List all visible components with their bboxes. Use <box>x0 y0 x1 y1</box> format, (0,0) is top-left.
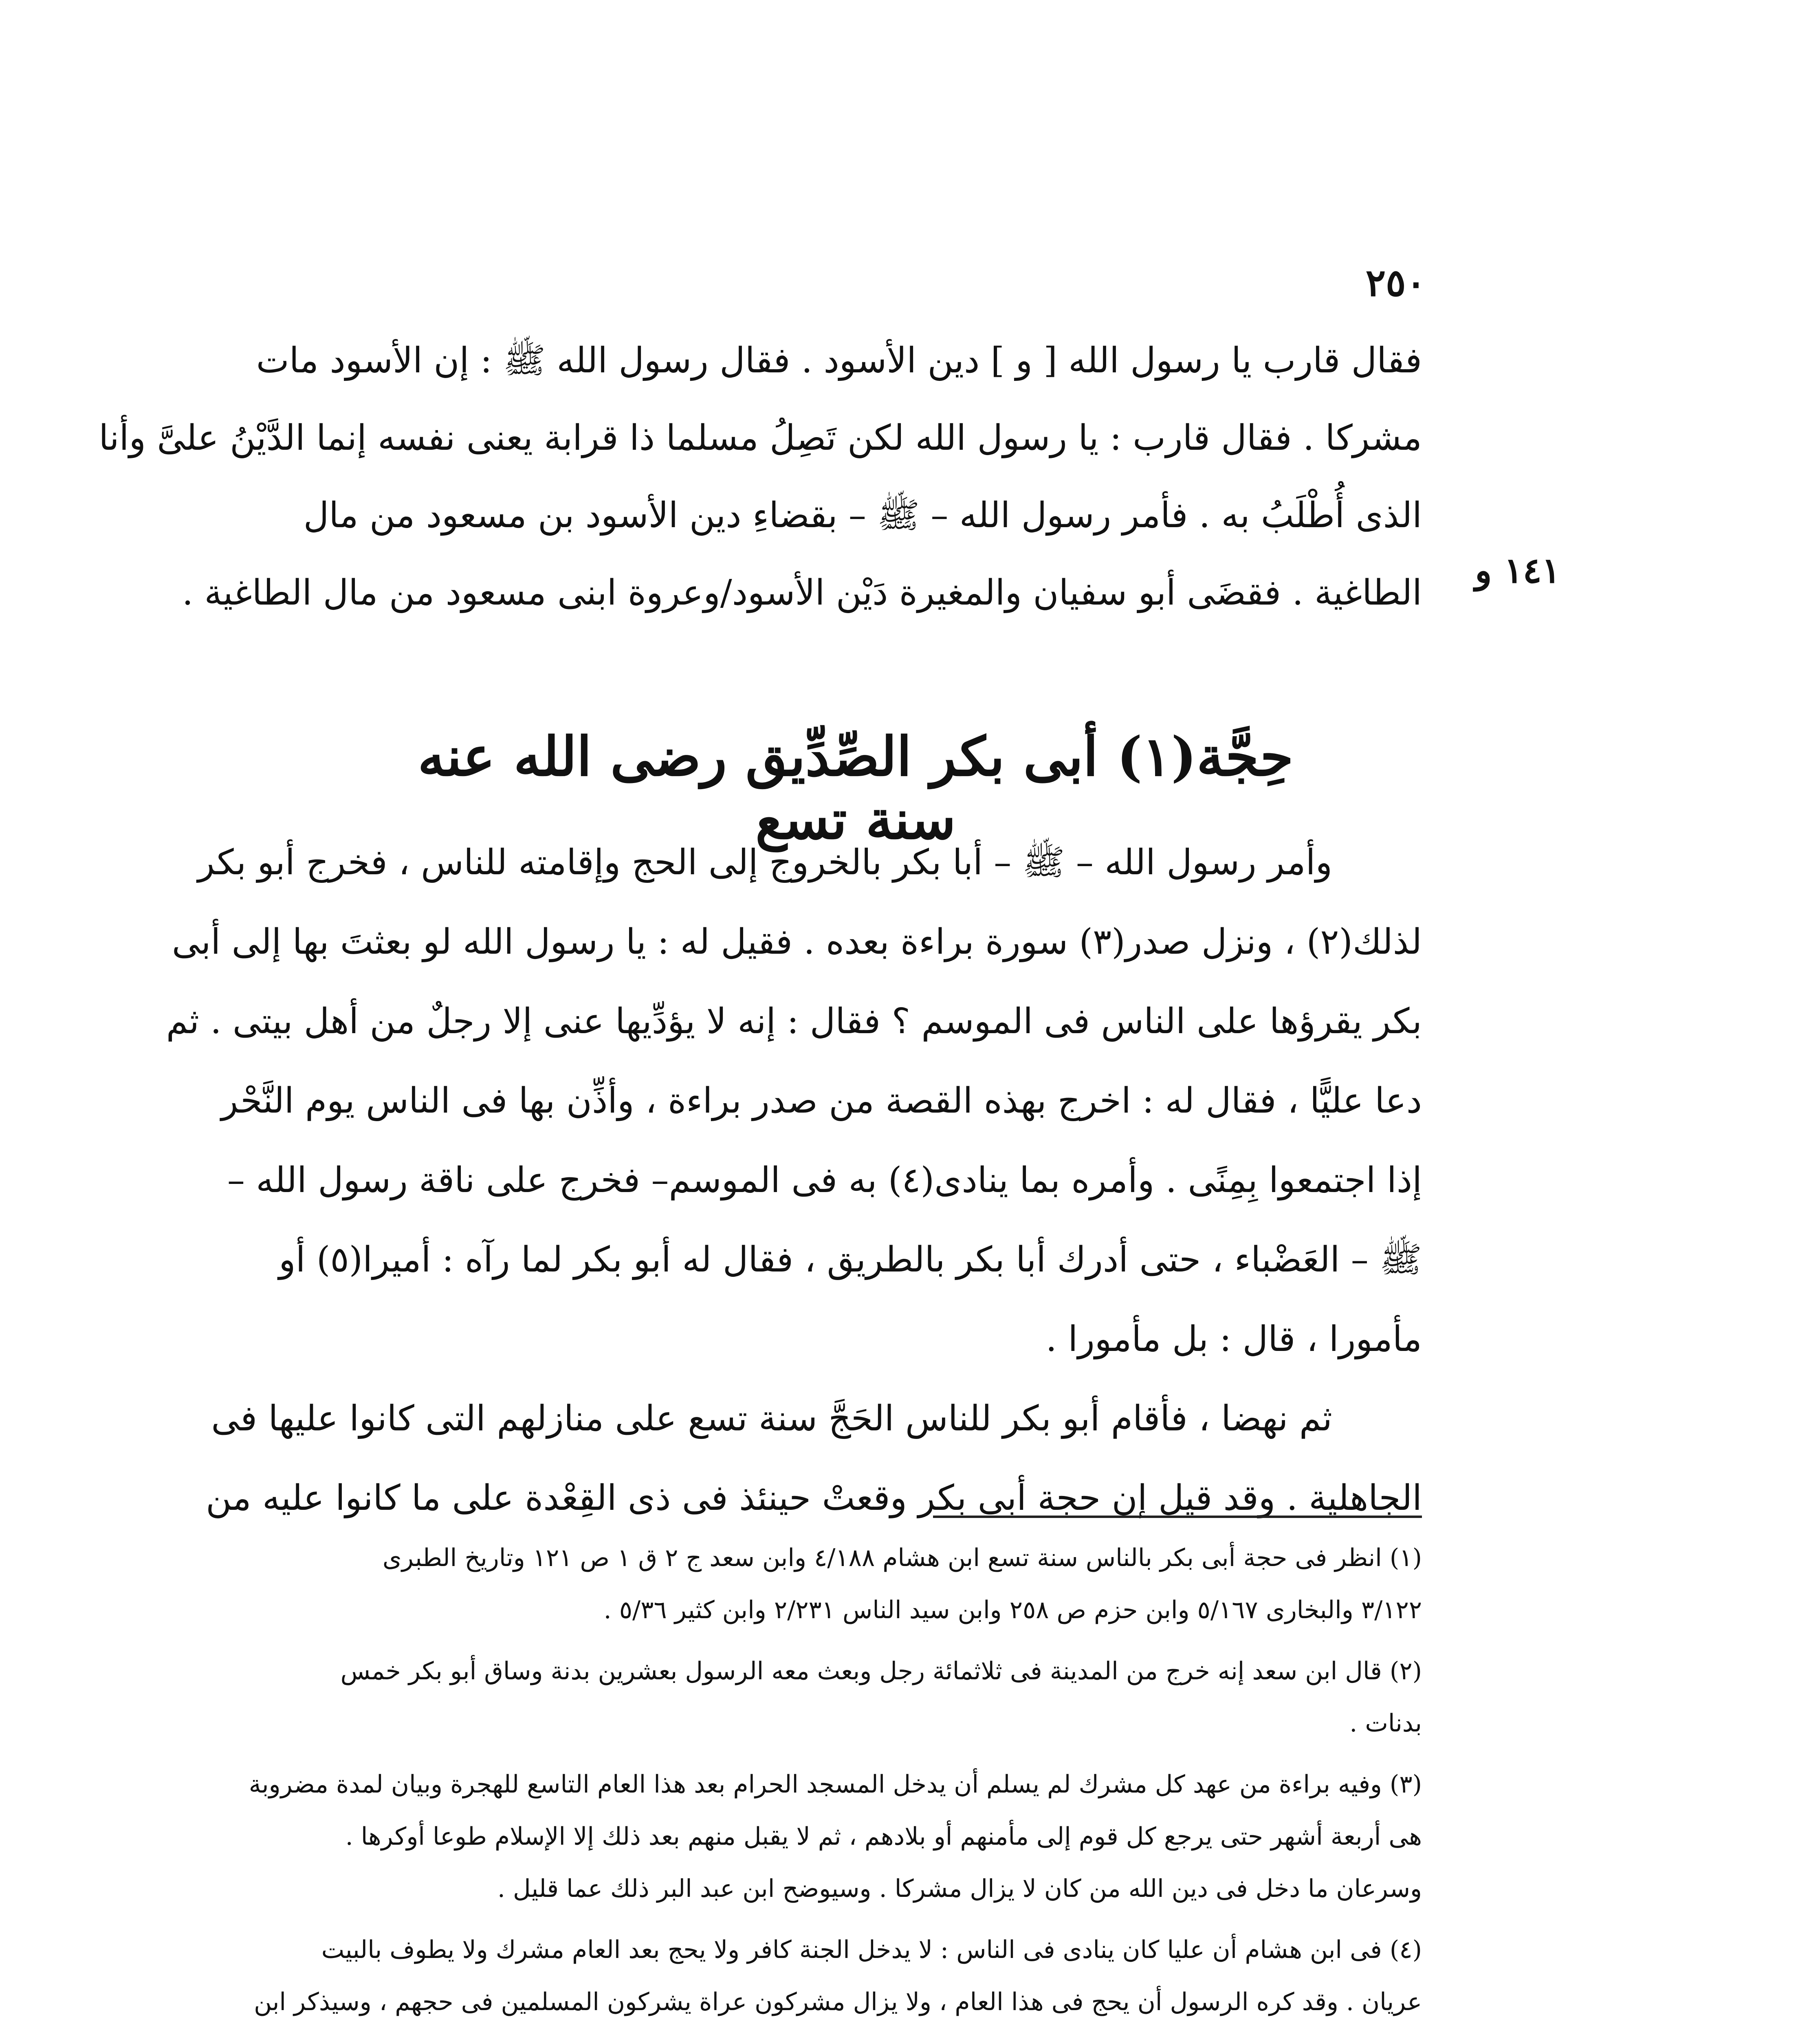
text-line: الطاغية . فقضَى أبو سفيان والمغيرة دَيْن الأسود/وعروة ابنى مسعود من مال الطاغية . <box>182 572 1422 613</box>
footnote-2 <box>269 1645 1422 1749</box>
body-paragraph <box>206 1379 1422 1538</box>
footnote-line <box>269 2028 1422 2037</box>
footnote-3 <box>249 1758 1422 1915</box>
text-line: الجاهلية . وقد قيل إن حجة أبى بكر وقعتْ حينئذ فى ذى القِعْدة على ما كانوا عليه من <box>206 1478 1422 1518</box>
footnote-line: عريان . وقد كره الرسول أن يحج فى هذا العام ، ولا يزال مشركون عراة يشركون المسلمين فى حجهم ، وسيذكر ابن <box>254 1988 1422 2016</box>
body-text <box>166 823 1422 1538</box>
footnote-separator <box>933 1516 1422 1518</box>
text-line: ﷺ – العَضْباء ، حتى أدرك أبا بكر بالطريق ، فقال له أبو بكر لما رآه : أميرا(٥) أو <box>279 1239 1422 1280</box>
footnote-line: (٤) فى ابن هشام أن عليا كان ينادى فى الناس : لا يدخل الجنة كافر ولا يحج بعد العام مشرك ولا يطوف بالبيت <box>321 1936 1422 1964</box>
text-line: بكر يقرؤها على الناس فى الموسم ؟ فقال : إنه لا يؤدِّيها عنى إلا رجلٌ من أهل بيتى . ثم <box>166 1001 1422 1042</box>
text-line: ثم نهضا ، فأقام أبو بكر للناس الحَجَّ سنة تسع على منازلهم التى كانوا عليها فى <box>211 1398 1332 1439</box>
footnote-line: وسرعان ما دخل فى دين الله من كان لا يزال مشركا . وسيوضح ابن عبد البر ذلك عما قليل . <box>497 1874 1422 1903</box>
text-line: وأمر رسول الله – ﷺ – أبا بكر بالخروج إلى الحج وإقامته للناس ، فخرج أبو بكر <box>198 842 1332 883</box>
text-line: فقال قارب يا رسول الله [ و ] دين الأسود . فقال رسول الله ﷺ : إن الأسود مات <box>256 340 1422 381</box>
footnote-4 <box>254 1924 1422 2037</box>
text-line: دعا عليًّا ، فقال له : اخرج بهذه القصة من صدر براءة ، وأذِّن بها فى الناس يوم النَّحْر <box>221 1080 1422 1121</box>
text-line: إذا اجتمعوا بِمِنًى . وأمره بما ينادى(٤) به فى الموسم– فخرج على ناقة رسول الله – <box>227 1160 1422 1201</box>
body-paragraph <box>166 823 1422 1379</box>
text-line: مأمورا ، قال : بل مأمورا . <box>1045 1319 1422 1359</box>
margin-folio-reference: ١٤١ و <box>1474 550 1560 591</box>
text-line: لذلك(٢) ، ونزل صدر(٣) سورة براءة بعده . فقيل له : يا رسول الله لو بعثتَ بها إلى أبى <box>172 922 1422 962</box>
footnote-line: بدنات . <box>1349 1709 1422 1738</box>
footnote-line: (٢) قال ابن سعد إنه خرج من المدينة فى ثلاثمائة رجل وبعث معه الرسول بعشرين بدنة وساق أبو بكر خمس <box>340 1657 1422 1685</box>
footnote-line: ٣/١٢٢ والبخارى ٥/١٦٧ وابن حزم ص ٢٥٨ وابن سيد الناس ٢/٢٣١ وابن كثير ٥/٣٦ . <box>603 1596 1422 1624</box>
footnote-line: (٣) وفيه براءة من عهد كل مشرك لم يسلم أن يدخل المسجد الحرام بعد هذا العام التاسع للهجرة وبيان لمدة مضروبة <box>249 1770 1422 1799</box>
section-heading: حِجَّة(١) أبى بكر الصِّدِّيق رضى الله عنه سنة تسع <box>418 725 1294 851</box>
text-line: مشركا . فقال قارب : يا رسول الله لكن تَصِلُ مسلما ذا قرابة يعنى نفسه إنما الدَّيْنُ علىَّ وأنا <box>99 418 1422 458</box>
footnote-line: (١) انظر فى حجة أبى بكر بالناس سنة تسع ابن هشام ٤/١٨٨ وابن سعد ج ٢ ق ١ ص ١٢١ وتاريخ الطبرى <box>382 1544 1422 1572</box>
footnote-1 <box>269 1532 1422 1636</box>
footnote-line: هى أربعة أشهر حتى يرجع كل قوم إلى مأمنهم أو بلادهم ، ثم لا يقبل منهم بعد ذلك إلا الإسلام طوعا أوكرها . <box>345 1822 1422 1851</box>
text-line: الذى أُطْلَبُ به . فأمر رسول الله – ﷺ – بقضاءِ دين الأسود بن مسعود من مال <box>303 495 1422 536</box>
top-paragraph <box>99 322 1422 631</box>
footnotes <box>249 1532 1422 2037</box>
page-number: ٢٥٠ <box>1365 261 1426 305</box>
